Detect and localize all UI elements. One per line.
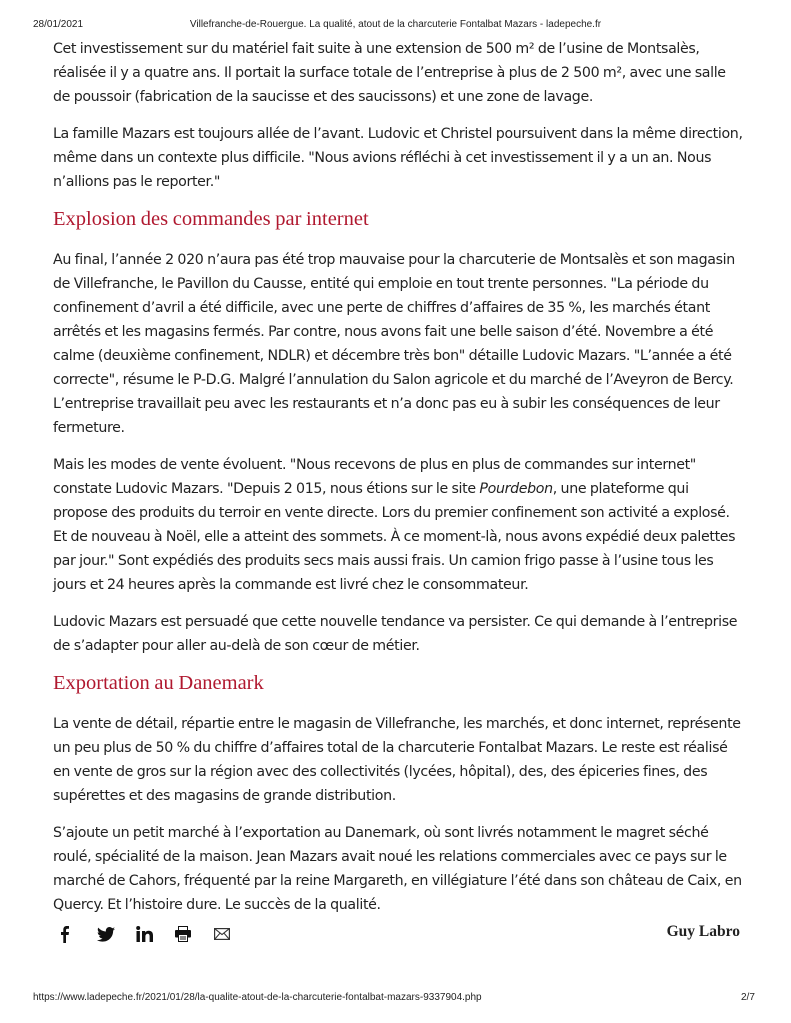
paragraph: Au final, l’année 2 020 n’aura pas été trop mauvaise pour la charcuterie de Montsalès et son magasin de Villefranche, le Pavillon du Causse, entité qui emploie en tout trente personnes. "La période du confinement d’avril a été difficile, avec une perte de chiffres d’affaires de 35 %, les marchés étant arrêtés et les magasins fermés. Par contre, nous avons fait une belle saison d’été. Novembre a été calme (deuxième confinement, NDLR) et décembre très bon" détaille Ludovic Mazars. "L’année a été correcte", résume le P-D.G. Malgré l’annulation du Salon agricole et du marché de l’Aveyron de Bercy. L’entreprise travaillait peu avec les restaurants et n’a donc pas eu à subir les conséquences de leur fermeture. [53,252,735,436]
site-name-italic: Pourdebon [479,481,553,497]
print-page-title: Villefranche-de-Rouergue. La qualité, atout de la charcuterie Fontalbat Mazars - ladepeche.fr [189,19,602,30]
paragraph: La vente de détail, répartie entre le magasin de Villefranche, les marchés, et donc internet, représente un peu plus de 50 % du chiffre d’affaires total de la charcuterie Fontalbat Mazars. Le reste est réalisé en vente de gros sur la région avec des collectivités (lycées, hôpital), des, des épiceries fines, des supérettes et des magasins de grande distribution. [53,716,741,804]
paragraph-text: Mais les modes de vente évoluent. "Nous recevons de plus en plus de commandes sur internet" constate Ludovic Mazars. "Depuis 2 015, nous étions sur le site [53,457,696,497]
section-heading: Explosion des commandes par internet [53,208,369,230]
print-button[interactable] [175,921,214,947]
share-facebook-button[interactable] [58,921,97,947]
author-name: Guy Labro [666,923,740,940]
article-body [53,37,743,930]
paragraph: Ludovic Mazars est persuadé que cette nouvelle tendance va persister. Ce qui demande à l’entreprise de s’adapter pour aller au-delà de son cœur de métier. [53,614,738,654]
paragraph-text: , une plateforme qui propose des produits du terroir en vente directe. Lors du premier confinement son activité a explosé. Et de nouveau à Noël, elle a atteint des sommets. À ce moment-là, nous avons expédié deux palettes par jour." Sont expédiés des produits secs mais aussi frais. Un camion frigo passe à l’usine tous les jours et 24 heures après la commande est livré chez le consommateur. [53,481,736,593]
print-date: 28/01/2021 [33,19,84,30]
share-twitter-button[interactable] [97,921,136,947]
page-number: 2/7 [741,992,755,1003]
email-icon [214,928,230,940]
paragraph: S’ajoute un petit marché à l’exportation au Danemark, où sont livrés notamment le magret séché roulé, spécialité de la maison. Jean Mazars avait noué les relations commerciales avec ce pays sur le marché de Cahors, fréquenté par la reine Margareth, en villégiature l’été dans son château de Caix, en Quercy. Et l’histoire dure. Le succès de la qualité. [53,825,742,913]
twitter-icon [97,927,115,942]
share-linkedin-button[interactable] [136,921,175,947]
paragraph [53,453,743,597]
page-url: https://www.ladepeche.fr/2021/01/28/la-qualite-atout-de-la-charcuterie-fontalbat-mazars-9337904.php [33,992,482,1003]
section-heading: Exportation au Danemark [53,672,264,694]
linkedin-icon [136,926,153,942]
share-email-button[interactable] [214,921,253,947]
facebook-icon [58,925,70,943]
paragraph: La famille Mazars est toujours allée de l’avant. Ludovic et Christel poursuivent dans la même direction, même dans un contexte plus difficile. "Nous avions réfléchi à cet investissement il y a un an. Nous n’allions pas le reporter." [53,126,743,190]
print-icon [175,926,191,942]
paragraph: Cet investissement sur du matériel fait suite à une extension de 500 m² de l’usine de Montsalès, réalisée il y a quatre ans. Il portait la surface totale de l’entreprise à plus de 2 500 m², avec une salle de poussoir (fabrication de la saucisse et des saucissons) et une zone de lavage. [53,41,726,105]
share-bar [58,921,253,947]
